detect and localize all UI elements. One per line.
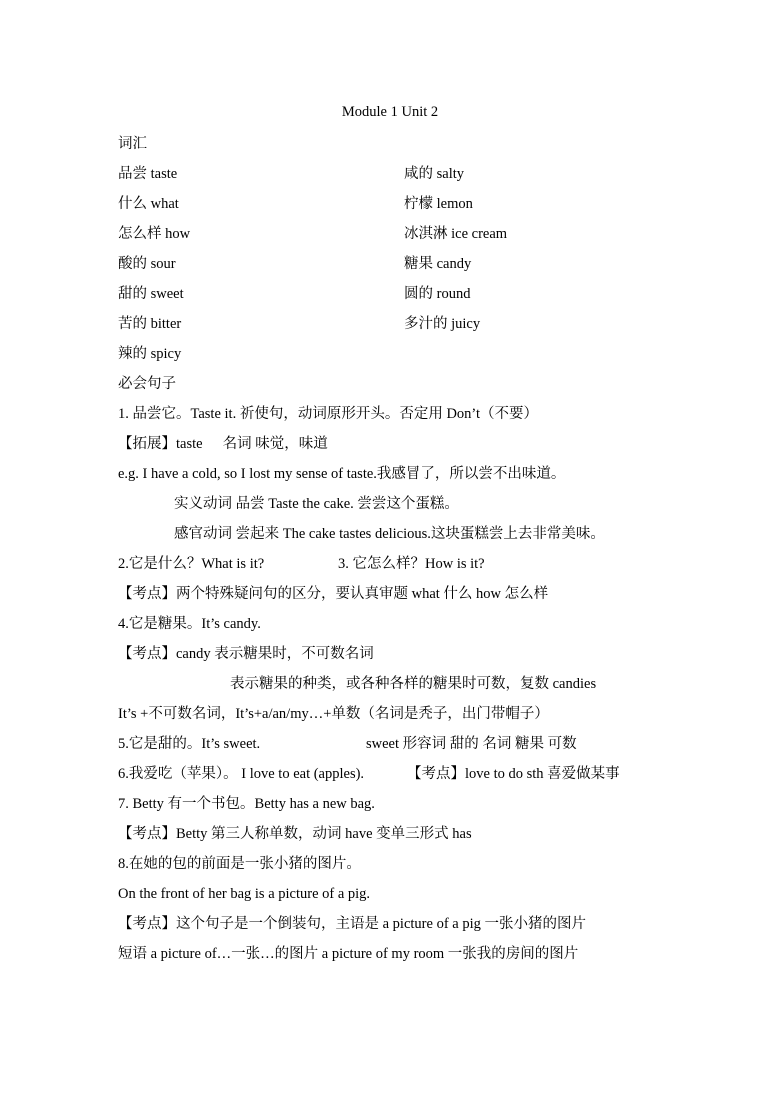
text-line bbox=[118, 434, 328, 454]
vocab-left-item: 辣的 spicy bbox=[118, 346, 182, 362]
text-line: 【考点】candy 表示糖果时，不可数名词 bbox=[118, 646, 374, 662]
text-line: On the front of her bag is a picture of a pig. bbox=[118, 886, 371, 902]
text-segment: 【拓展】taste bbox=[118, 436, 203, 452]
text-line: 5.它是甜的。It’s sweet. bbox=[118, 736, 261, 752]
vocab-right-item: 糖果 candy bbox=[404, 256, 472, 272]
text-line: It’s +不可数名词，It’s+a/an/my…+单数（名词是秃子，出门带帽子） bbox=[118, 706, 549, 722]
text-line: 表示糖果的种类，或各种各样的糖果时可数，复数 candies bbox=[230, 676, 597, 692]
vocab-right-item: 圆的 round bbox=[404, 286, 471, 302]
vocab-left-item: 什么 what bbox=[118, 196, 179, 212]
text-line: 感官动词 尝起来 The cake tastes delicious.这块蛋糕尝上去非常美味。 bbox=[174, 526, 605, 542]
vocab-left-item: 品尝 taste bbox=[118, 166, 178, 182]
page-title: Module 1 Unit 2 bbox=[341, 104, 439, 120]
sentences-heading: 必会句子 bbox=[118, 376, 176, 392]
text-line: 【考点】love to do sth 喜爱做某事 bbox=[407, 766, 620, 782]
text-line: 6.我爱吃（苹果）。 I love to eat (apples). bbox=[118, 766, 365, 782]
vocab-right-item: 多汁的 juicy bbox=[404, 316, 481, 332]
text-line: 2.它是什么？What is it? bbox=[118, 556, 265, 572]
vocab-heading: 词汇 bbox=[118, 136, 147, 152]
text-line: 实义动词 品尝 Taste the cake. 尝尝这个蛋糕。 bbox=[174, 496, 459, 512]
text-line: 7. Betty 有一个书包。Betty has a new bag. bbox=[118, 796, 375, 812]
text-line: 4.它是糖果。It’s candy. bbox=[118, 616, 261, 632]
text-line: 3. 它怎么样？How is it? bbox=[338, 556, 485, 572]
vocab-right-item: 咸的 salty bbox=[404, 166, 465, 182]
vocab-left-item: 怎么样 how bbox=[118, 226, 191, 242]
text-line: 8.在她的包的前面是一张小猪的图片。 bbox=[118, 856, 361, 872]
text-line: 1. 品尝它。Taste it. 祈使句，动词原形开头。否定用 Don’t（不要） bbox=[118, 406, 539, 422]
text-line: sweet 形容词 甜的 名词 糖果 可数 bbox=[366, 736, 577, 752]
text-line: 【考点】Betty 第三人称单数，动词 have 变单三形式 has bbox=[118, 826, 472, 842]
vocab-right-item: 冰淇淋 ice cream bbox=[404, 226, 508, 242]
text-line: e.g. I have a cold, so I lost my sense of taste.我感冒了，所以尝不出味道。 bbox=[118, 466, 566, 482]
text-segment: 名词 味觉，味道 bbox=[222, 436, 328, 452]
text-line: 【考点】两个特殊疑问句的区分，要认真审题 what 什么 how 怎么样 bbox=[118, 586, 549, 602]
text-line: 短语 a picture of…一张…的图片 a picture of my room 一张我的房间的图片 bbox=[118, 946, 579, 962]
text-line: 【考点】这个句子是一个倒装句，主语是 a picture of a pig 一张小猪的图片 bbox=[118, 916, 586, 932]
vocab-left-item: 酸的 sour bbox=[118, 256, 176, 272]
vocab-left-item: 甜的 sweet bbox=[118, 286, 184, 302]
vocab-right-item: 柠檬 lemon bbox=[404, 196, 473, 212]
vocab-left-item: 苦的 bitter bbox=[118, 316, 182, 332]
